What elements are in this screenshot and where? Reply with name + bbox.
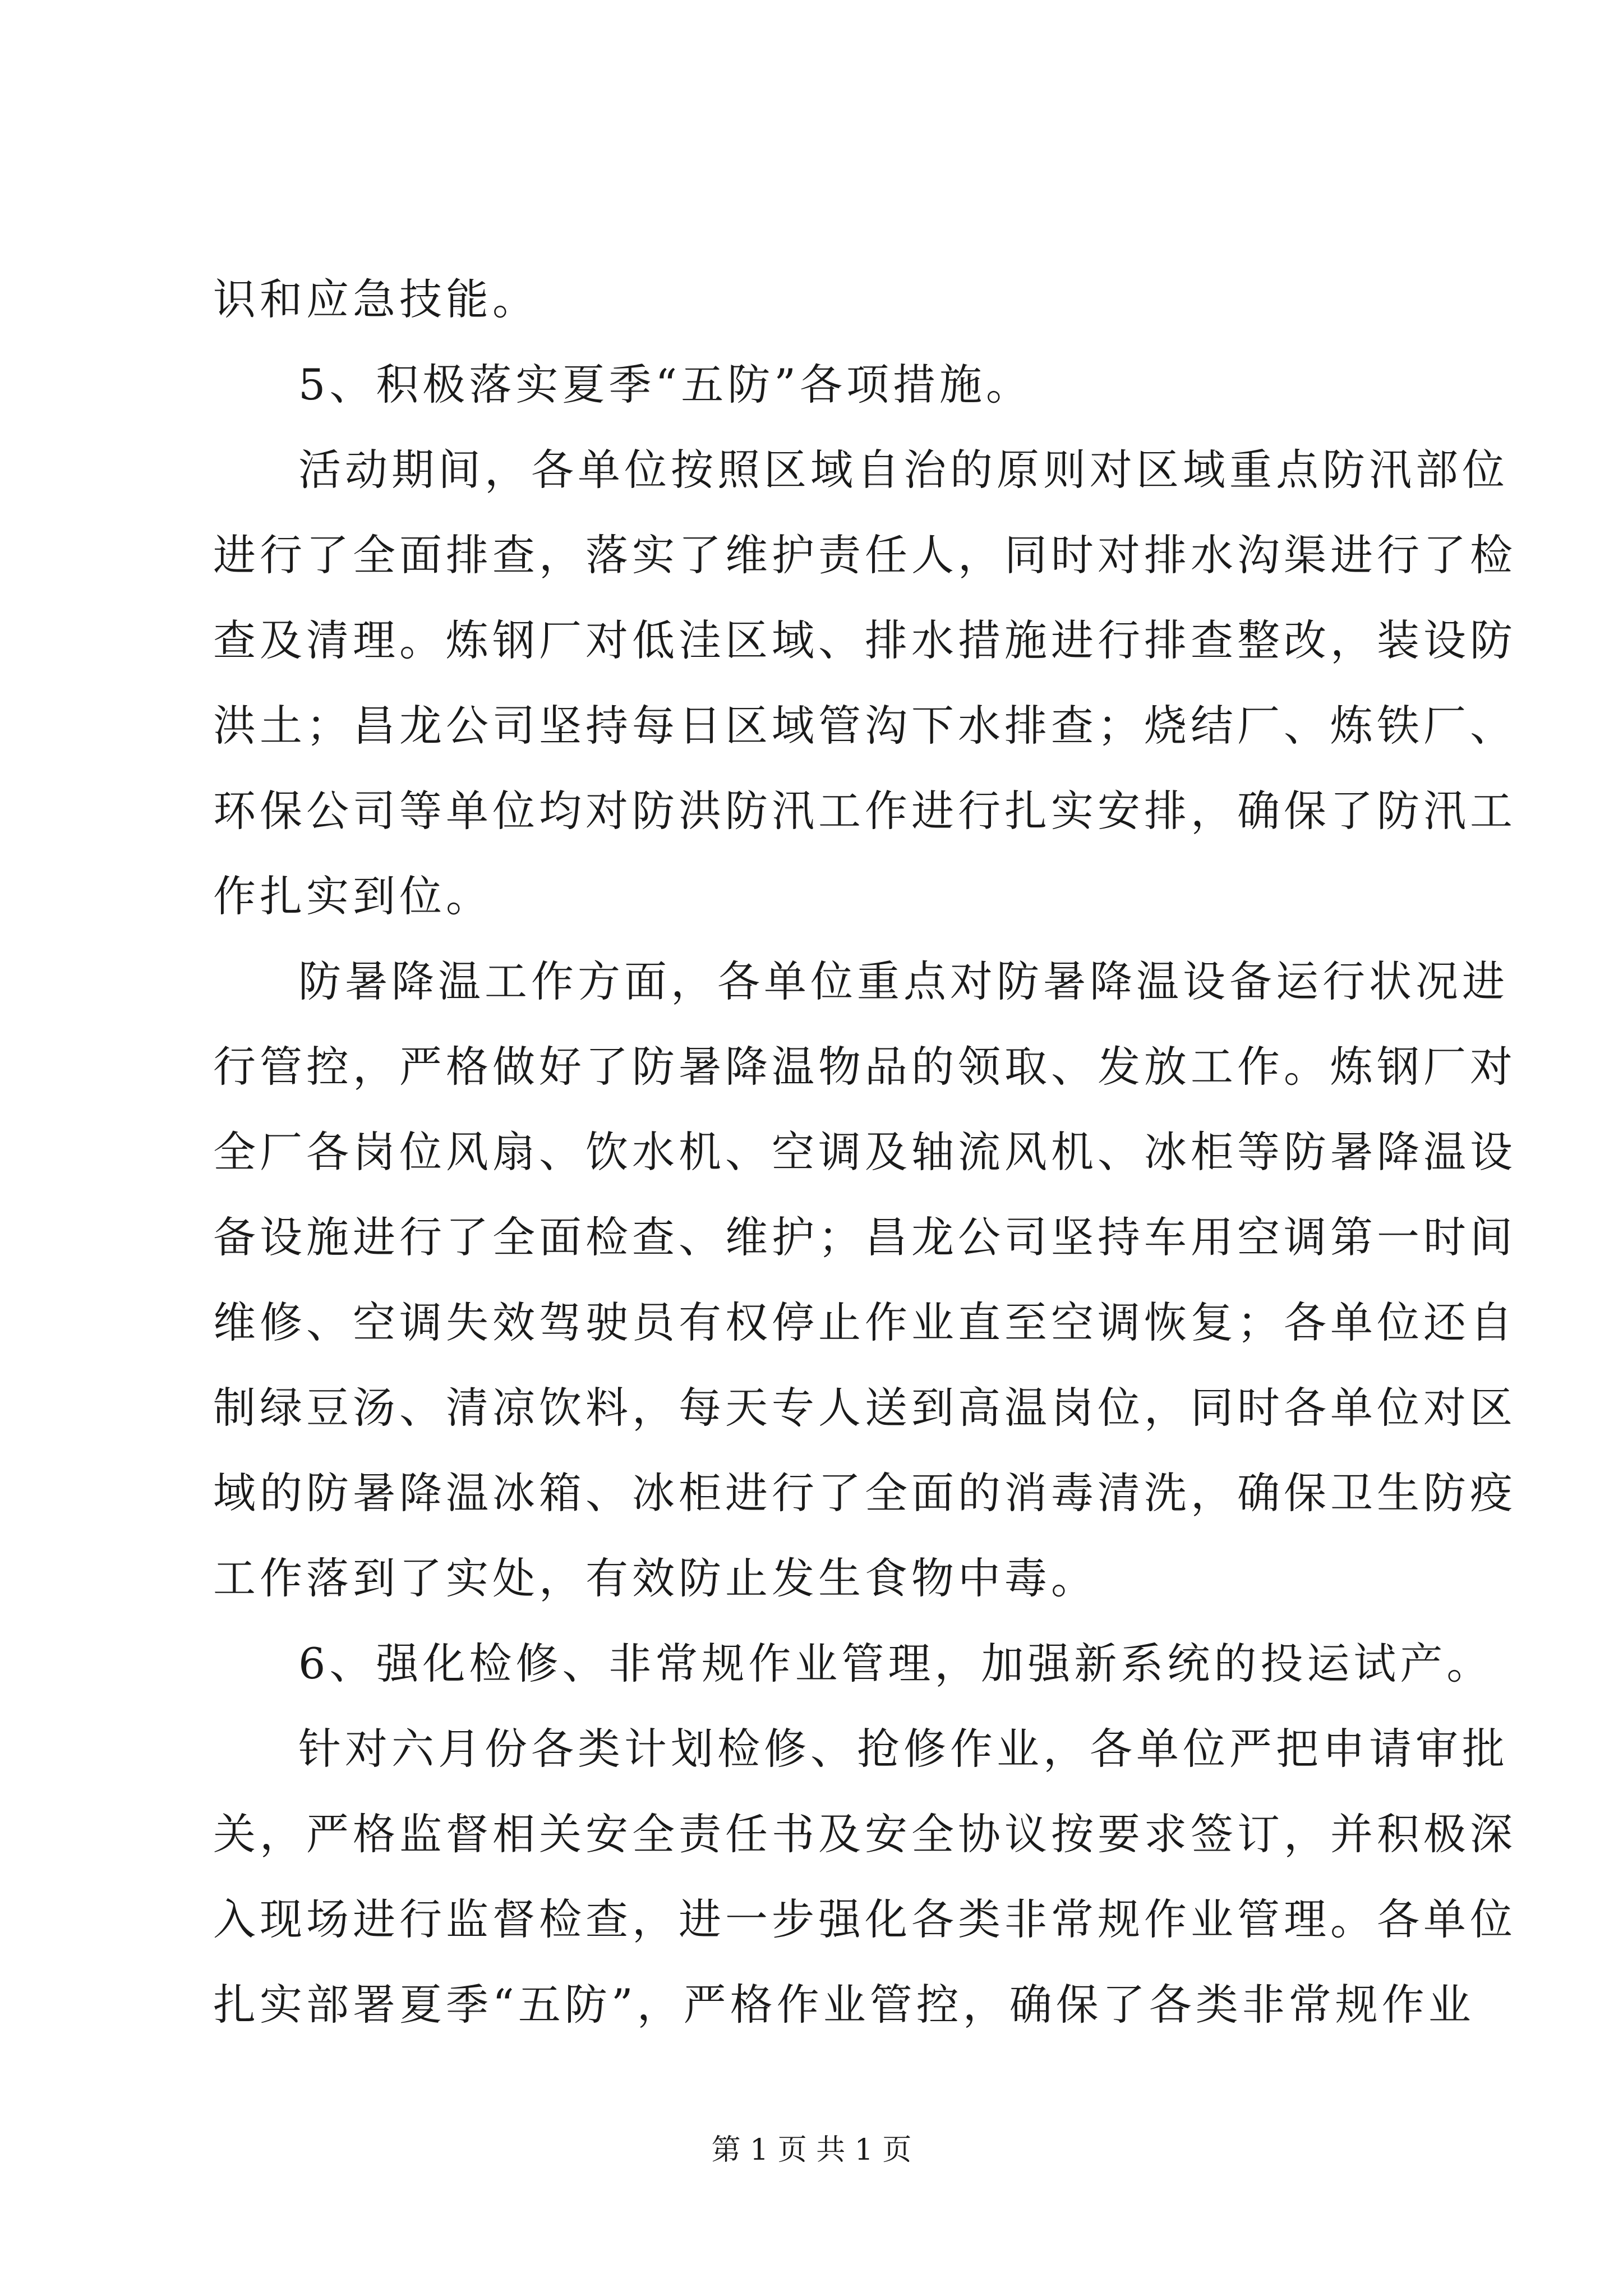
text-line: 针对六月份各类计划检修、抢修作业，各单位严把申请审批 — [298, 1724, 1509, 1774]
text-line: 识和应急技能。 — [213, 274, 539, 324]
text-line: 制绿豆汤、清凉饮料，每天专人送到高温岗位，同时各单位对区 — [213, 1383, 1516, 1433]
text-line: 进行了全面排查，落实了维护责任人，同时对排水沟渠进行了检 — [213, 530, 1516, 580]
text-line: 扎实部署夏季“五防”，严格作业管控，确保了各类非常规作业 — [213, 1980, 1475, 2030]
document-body — [213, 257, 1516, 2047]
text-line: 域的防暑降温冰箱、冰柜进行了全面的消毒清洗，确保卫生防疫 — [213, 1468, 1516, 1518]
text-line: 行管控，严格做好了防暑降温物品的领取、发放工作。炼钢厂对 — [213, 1042, 1516, 1092]
text-line: 查及清理。炼钢厂对低洼区域、排水措施进行排查整改，装设防 — [213, 615, 1516, 665]
text-line: 全厂各岗位风扇、饮水机、空调及轴流风机、冰柜等防暑降温设 — [213, 1127, 1516, 1177]
text-line: 作扎实到位。 — [213, 871, 492, 921]
text-line: 洪土；昌龙公司坚持每日区域管沟下水排查；烧结厂、炼铁厂、 — [213, 701, 1516, 751]
section-heading-6: 6、强化检修、非常规作业管理，加强新系统的投运试产。 — [298, 1639, 1493, 1688]
text-line: 活动期间，各单位按照区域自治的原则对区域重点防汛部位 — [298, 445, 1509, 495]
text-line: 环保公司等单位均对防洪防汛工作进行扎实安排，确保了防汛工 — [213, 786, 1516, 836]
text-line: 工作落到了实处，有效防止发生食物中毒。 — [213, 1553, 1098, 1603]
text-line: 防暑降温工作方面，各单位重点对防暑降温设备运行状况进 — [298, 956, 1509, 1006]
section-heading-5: 5、积极落实夏季“五防”各项措施。 — [298, 360, 1033, 409]
text-line: 关，严格监督相关安全责任书及安全协议按要求签订，并积极深 — [213, 1809, 1516, 1859]
text-line: 备设施进行了全面检查、维护；昌龙公司坚持车用空调第一时间 — [213, 1212, 1516, 1262]
page-footer: 第 1 页 共 1 页 — [711, 2133, 912, 2167]
text-line: 入现场进行监督检查，进一步强化各类非常规作业管理。各单位 — [213, 1894, 1516, 1944]
text-line: 维修、空调失效驾驶员有权停止作业直至空调恢复；各单位还自 — [213, 1297, 1516, 1347]
